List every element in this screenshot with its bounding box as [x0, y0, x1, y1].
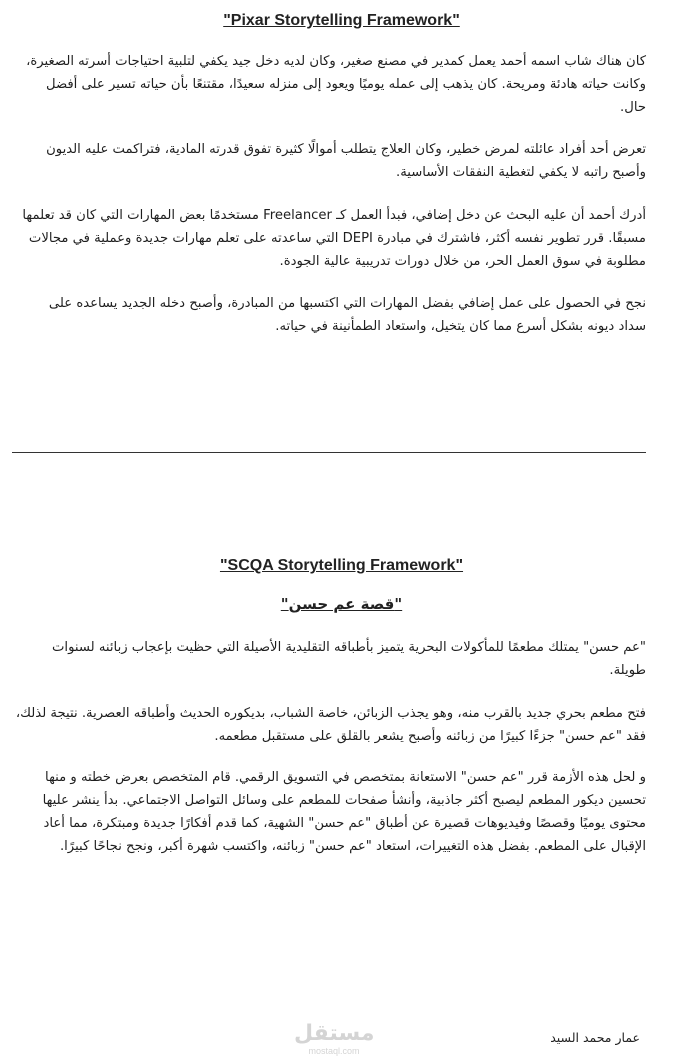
pixar-paragraph-3: أدرك أحمد أن عليه البحث عن دخل إضافي، فبدأ العمل كـ Freelancer مستخدمًا بعض المهارات التي كان قد تعلمها مسبقًا. قرر تطوير نفسه أكثر، فاشترك في مبادرة DEPI التي ساعدته على تعلم مهارات جديدة وعملية في مجالات مطلوبة في سوق العمل الحر، من خلال دورات تدريبية عالية الجودة.: [22, 208, 646, 269]
pixar-title: "Pixar Storytelling Framework": [223, 12, 460, 29]
watermark-logo: مستقل: [294, 1021, 375, 1046]
scqa-paragraph-1: "عم حسن" يمتلك مطعمًا للمأكولات البحرية يتميز بأطباقه التقليدية الأصيلة التي حظيت بإعجاب زبائنه لسنوات طويلة.: [51, 640, 646, 678]
scqa-title: "SCQA Storytelling Framework": [219, 557, 464, 574]
pixar-paragraph-1: كان هناك شاب اسمه أحمد يعمل كمدير في مصنع صغير، وكان لديه دخل جيد يكفي لتلبية احتياجات أسرته الصغيرة، وكانت حياته هادئة ومريحة. كان يذهب إلى عمله يوميًا ويعود إلى منزله سعيدًا، مقتنعًا بأن حياته تسير على أفضل حال.: [26, 54, 646, 115]
pixar-paragraph-4: نجح في الحصول على عمل إضافي بفضل المهارات التي اكتسبها من المبادرة، وأصبح دخله الجديد يساعده على سداد ديونه بشكل أسرع مما كان يتخيل، واستعاد الطمأنينة في حياته.: [48, 296, 646, 334]
scqa-subtitle: "قصة عم حسن": [280, 595, 403, 613]
author-signature: عمار محمد السيد: [550, 1030, 640, 1045]
pixar-paragraph-2: تعرض أحد أفراد عائلته لمرض خطير، وكان العلاج يتطلب أموالًا كثيرة تفوق قدرته المادية، فتراكمت عليه الديون وأصبح راتبه لا يكفي لتغطية النفقات الأساسية.: [46, 142, 646, 180]
section-divider: [12, 452, 646, 453]
mostaql-watermark: [294, 1022, 374, 1056]
scqa-paragraph-3: و لحل هذه الأزمة قرر "عم حسن" الاستعانة بمتخصص في التسويق الرقمي. قام المتخصص بعرض خطته و منها تحسين ديكور المطعم ليصبح أكثر جاذبية، وأنشأ صفحات للمطعم على وسائل التواصل الاجتماعي. بدأ ينشر عليها محتوى يوميًا وقصصًا وفيديوهات قصيرة عن أطباق "عم حسن" الشهية، كما قدم أفكارًا جديدة ومبتكرة، مما أعاد الإقبال على المطعم. بفضل هذه التغييرات، استعاد "عم حسن" زبائنه، واكتسب شهرة أكبر، ونجح نجاحًا كبيرًا.: [42, 770, 646, 854]
scqa-paragraph-2: فتح مطعم بحري جديد بالقرب منه، وهو يجذب الزبائن، خاصة الشباب، بديكوره الحديث وأطباقه العصرية. نتيجة لذلك، فقد "عم حسن" جزءًا كبيرًا من زبائنه وأصبح يشعر بالقلق على مستقبل مطعمه.: [15, 706, 646, 744]
watermark-url: mostaql.com: [308, 1046, 360, 1056]
